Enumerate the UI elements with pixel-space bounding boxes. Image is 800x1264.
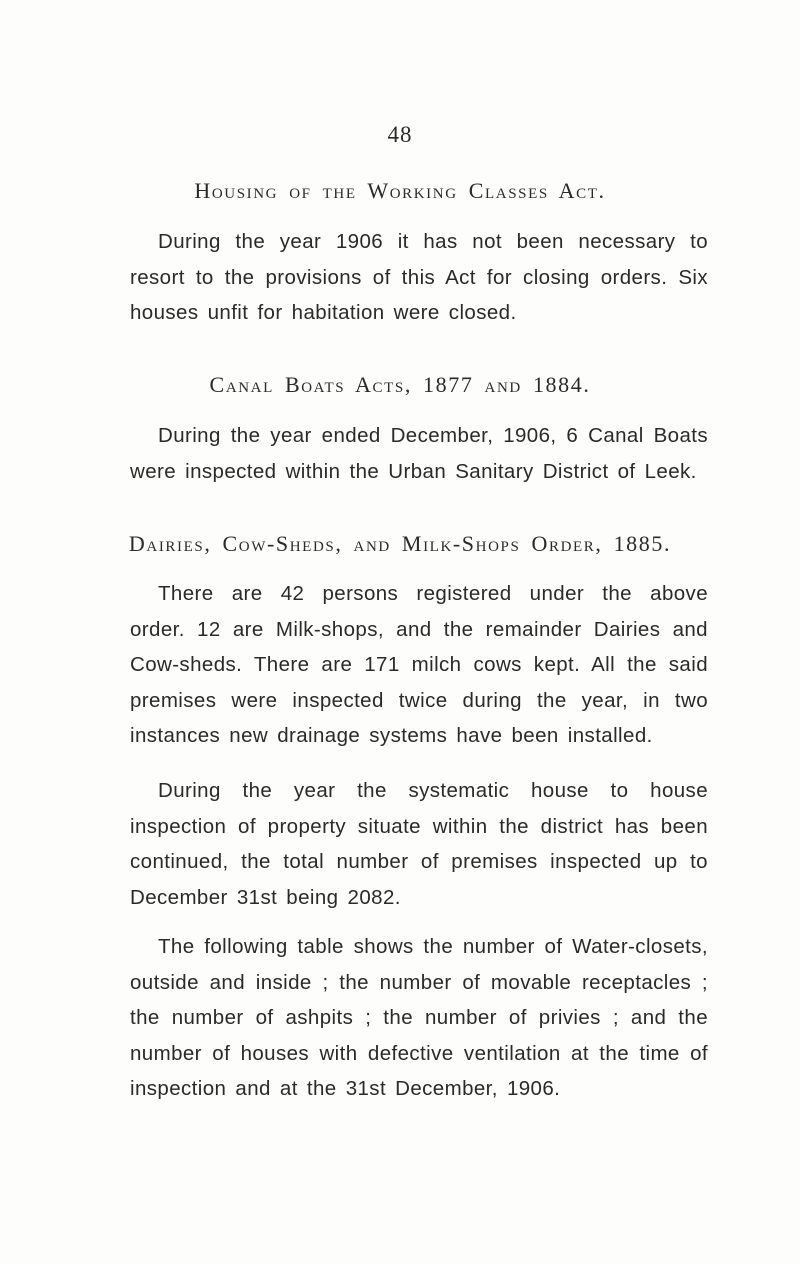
- page-number: 48: [387, 122, 413, 147]
- section-heading-dairies: Dairies, Cow-Sheds, and Milk-Shops Order, 1885.: [128, 531, 672, 556]
- paragraph-table-intro: The following table shows the number of Water-closets, outside and inside ; the number of movable receptacles ; the number of ashpits ; the number of privies ; and the number of houses with defective ventilation at the time of inspection and at the 31st December, 1906.: [130, 935, 708, 1100]
- section-heading-housing: Housing of the Working Classes Act.: [194, 178, 606, 203]
- paragraph-canal-boats: During the year ended December, 1906, 6 Canal Boats were inspected within the Urban Sanitary District of Leek.: [130, 424, 708, 483]
- paragraph-house-inspection: During the year the systematic house to house inspection of property situate within the district has been continued, the total number of premises inspected up to December 31st being 2082.: [130, 779, 708, 909]
- paragraph-housing: During the year 1906 it has not been necessary to resort to the provisions of this Act for closing orders. Six houses unfit for habitation were closed.: [130, 230, 708, 324]
- paragraph-dairies: There are 42 persons registered under the above order. 12 are Milk-shops, and the remainder Dairies and Cow-sheds. There are 171 milch cows kept. All the said premises were inspected twice during the year, in two instances new drainage systems have been installed.: [130, 582, 708, 747]
- section-heading-canal-boats: Canal Boats Acts, 1877 and 1884.: [209, 372, 591, 397]
